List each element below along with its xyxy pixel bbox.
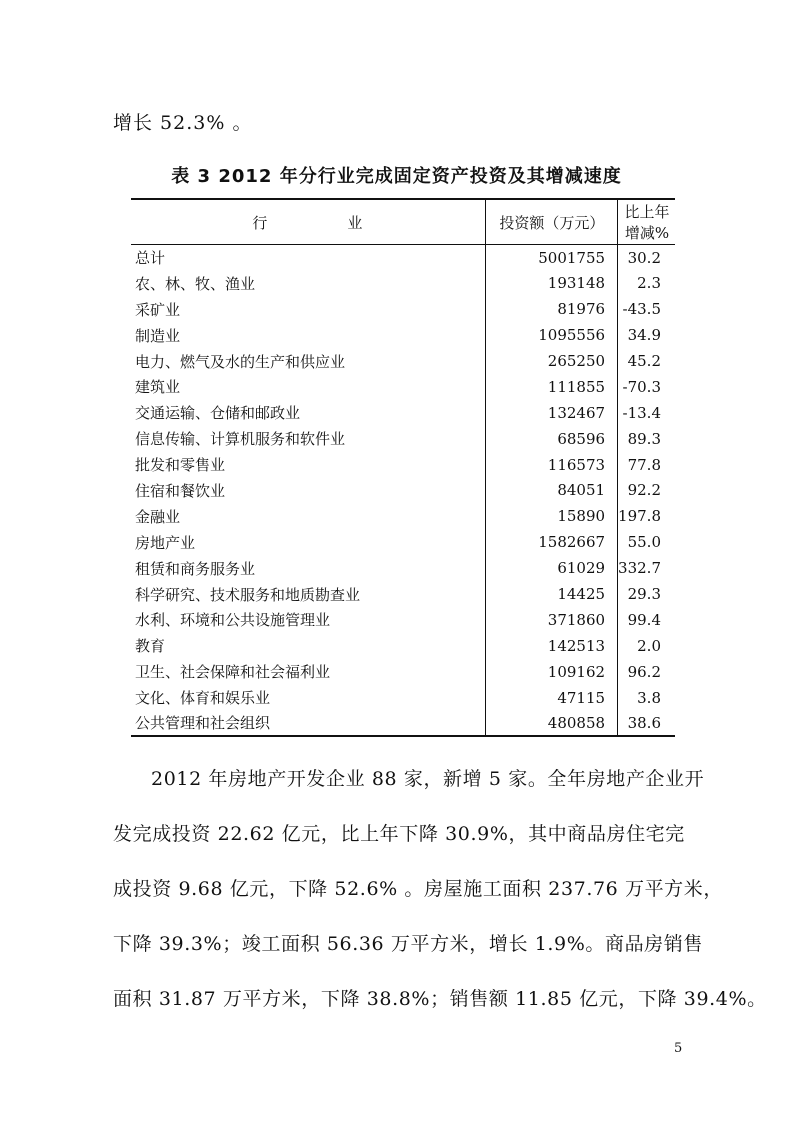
paragraph-line: 2012 年房地产开发企业 88 家，新增 5 家。全年房地产企业开 (151, 768, 705, 790)
investment-cell: 47115 (485, 685, 617, 711)
growth-cell: 30.2 (627, 248, 661, 267)
investment-cell: 1095556 (485, 322, 617, 348)
table-row (131, 478, 675, 504)
investment-cell: 109162 (485, 659, 617, 685)
industry-cell: 制造业 (135, 326, 181, 345)
growth-cell: 332.7 (618, 559, 661, 578)
growth-cell: 45.2 (627, 352, 661, 370)
industry-cell: 卫生、社会保障和社会福利业 (135, 663, 331, 682)
industry-cell: 房地产业 (135, 533, 196, 552)
growth-cell: 89.3 (627, 429, 661, 448)
growth-cell: 3.8 (637, 688, 661, 707)
investment-cell: 116573 (485, 452, 617, 478)
investment-cell: 142513 (485, 633, 617, 659)
industry-cell: 交通运输、仓储和邮政业 (135, 404, 301, 423)
investment-cell: 111855 (485, 374, 617, 400)
table-row (131, 529, 675, 555)
table-row (131, 322, 675, 348)
table-header-row (131, 199, 675, 245)
growth-cell: -13.4 (622, 403, 661, 422)
header-growth: 比上年增减% (624, 203, 670, 242)
table-row (131, 633, 675, 659)
industry-cell: 批发和零售业 (135, 456, 226, 475)
industry-cell: 金融业 (135, 507, 181, 526)
industry-cell: 信息传输、计算机服务和软件业 (135, 430, 346, 449)
growth-cell: -70.3 (622, 377, 661, 396)
table-row (131, 400, 675, 426)
page-number: 5 (674, 1041, 683, 1056)
growth-cell: 29.3 (627, 585, 661, 604)
growth-cell: 2.3 (637, 274, 661, 293)
industry-cell: 建筑业 (135, 378, 181, 397)
investment-cell: 265250 (485, 348, 617, 374)
table-row (131, 711, 675, 737)
growth-cell: 34.9 (627, 326, 661, 345)
industry-cell: 租赁和商务服务业 (135, 559, 256, 578)
growth-cell: -43.5 (622, 300, 661, 319)
table-row (131, 426, 675, 452)
industry-cell: 科学研究、技术服务和地质勘查业 (135, 585, 361, 604)
paragraph-line: 成投资 9.68 亿元，下降 52.6% 。房屋施工面积 237.76 万平方米， (113, 878, 723, 900)
header-investment: 投资额（万元） (485, 199, 617, 245)
investment-table (131, 198, 675, 737)
industry-cell: 农、林、牧、渔业 (135, 274, 256, 293)
table-row (131, 607, 675, 633)
growth-cell: 96.2 (627, 662, 661, 681)
paragraph-line: 发完成投资 22.62 亿元，比上年下降 30.9%，其中商品房住宅完 (113, 823, 685, 845)
growth-cell: 55.0 (627, 533, 661, 552)
investment-cell: 81976 (485, 296, 617, 322)
investment-cell: 132467 (485, 400, 617, 426)
table-row (131, 555, 675, 581)
table-row (131, 348, 675, 374)
industry-cell: 电力、燃气及水的生产和供应业 (135, 352, 346, 371)
table-row (131, 270, 675, 296)
investment-cell: 1582667 (485, 529, 617, 555)
industry-cell: 教育 (135, 637, 166, 656)
table-row (131, 659, 675, 685)
investment-cell: 371860 (485, 607, 617, 633)
growth-cell: 197.8 (618, 507, 661, 526)
table-row (131, 374, 675, 400)
table-row (131, 296, 675, 322)
industry-cell: 住宿和餐饮业 (135, 481, 226, 500)
paragraph-line: 面积 31.87 万平方米，下降 38.8%；销售额 11.85 亿元，下降 39.4%。 (113, 988, 767, 1010)
intro-text: 增长 52.3% 。 (113, 112, 253, 134)
growth-cell: 2.0 (637, 636, 661, 655)
table-row (131, 685, 675, 711)
investment-cell: 480858 (485, 711, 617, 737)
table-row (131, 581, 675, 607)
table-caption: 表 3 2012 年分行业完成固定资产投资及其增减速度 (171, 166, 622, 187)
industry-cell: 总计 (135, 249, 166, 268)
investment-cell: 84051 (485, 478, 617, 504)
table-row (131, 452, 675, 478)
investment-cell: 15890 (485, 503, 617, 529)
growth-cell: 92.2 (627, 481, 661, 500)
investment-cell: 68596 (485, 426, 617, 452)
table-row (131, 245, 675, 271)
growth-cell: 77.8 (627, 455, 661, 474)
investment-cell: 61029 (485, 555, 617, 581)
table-body (131, 245, 675, 737)
investment-cell: 14425 (485, 581, 617, 607)
investment-cell: 193148 (485, 270, 617, 296)
growth-cell: 38.6 (627, 713, 661, 732)
paragraph-line: 下降 39.3%；竣工面积 56.36 万平方米，增长 1.9%。商品房销售 (113, 933, 703, 955)
growth-cell: 99.4 (627, 610, 661, 629)
industry-cell: 采矿业 (135, 300, 181, 319)
industry-cell: 水利、环境和公共设施管理业 (135, 611, 331, 630)
table-row (131, 503, 675, 529)
investment-cell: 5001755 (485, 245, 617, 271)
header-industry: 行业 (252, 213, 443, 232)
industry-cell: 公共管理和社会组织 (135, 714, 271, 733)
industry-cell: 文化、体育和娱乐业 (135, 689, 271, 708)
